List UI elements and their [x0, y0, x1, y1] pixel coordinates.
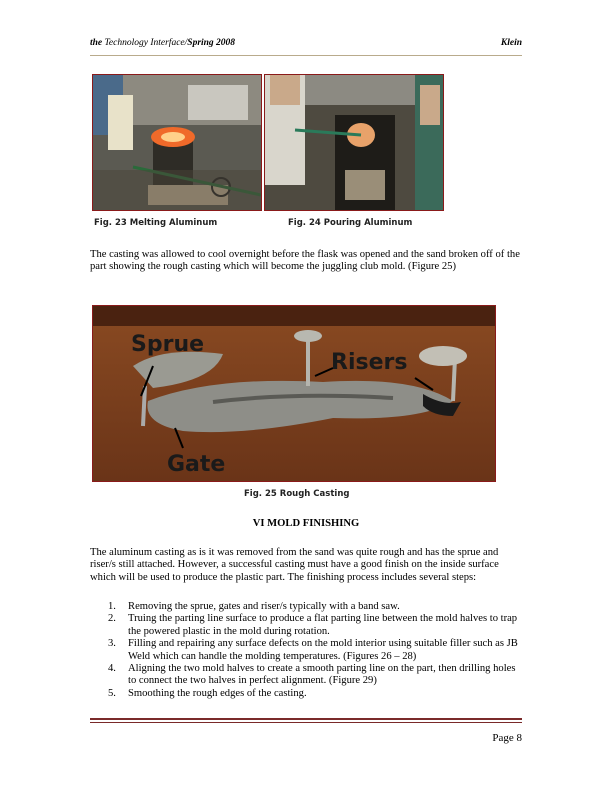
journal-prefix: the — [90, 38, 103, 48]
pouring-aluminum-photo — [265, 75, 443, 210]
paragraph-casting-cooled: The casting was allowed to cool overnight before the flask was opened and the sand broken off of the part showing the rough casting which will become the juggling club mold. (Figure 25) — [90, 249, 520, 273]
label-gate: Gate — [167, 452, 226, 477]
list-item — [90, 638, 522, 663]
running-header-title — [90, 38, 235, 48]
step-text: Filling and repairing any surface defects on the mold interior using suitable filler such as JB Weld which can handle the molding temperatures. (Figures 26 – 28) — [128, 638, 518, 662]
footer-rule-thin — [90, 722, 522, 723]
list-item — [90, 688, 522, 700]
step-number: 1. — [108, 601, 116, 612]
page-number: Page 8 — [492, 732, 522, 744]
footer-rule-thick — [90, 718, 522, 720]
step-number: 2. — [108, 613, 116, 625]
journal-issue: Spring 2008 — [187, 38, 236, 48]
list-item — [90, 613, 522, 638]
paragraph-mold-finishing: The aluminum casting as is it was removed from the sand was quite rough and has the sprue and riser/s still attached. However, a successful casting must have a good finish on the inside surface which will be used to produce the plastic part. The finishing process includes several steps: — [90, 547, 499, 583]
step-text: Aligning the two mold halves to create a smooth parting line on the part, then drilling holes to connect the two halves in perfect alignment. (Figure 29) — [128, 663, 516, 687]
step-text: Truing the parting line surface to produce a flat parting line between the mold halves to trap the powered plastic in the mold during rotation. — [128, 613, 518, 637]
list-item — [90, 663, 522, 688]
label-sprue: Sprue — [131, 332, 205, 357]
figure-24-caption: Fig. 24 Pouring Aluminum — [288, 218, 413, 228]
step-number: 3. — [108, 638, 116, 650]
figure-25-caption: Fig. 25 Rough Casting — [244, 489, 350, 499]
header-rule — [90, 55, 522, 56]
step-number: 4. — [108, 663, 116, 675]
section-heading: VI MOLD FINISHING — [252, 518, 360, 529]
finishing-steps-list — [90, 601, 522, 700]
step-text: Smoothing the rough edges of the casting. — [128, 687, 307, 699]
running-header-author: Klein — [500, 38, 522, 48]
melting-aluminum-photo — [93, 75, 261, 210]
list-item — [90, 601, 522, 613]
figure-24-image — [264, 74, 444, 211]
figure-23-image — [92, 74, 262, 211]
journal-name: Technology Interface/ — [104, 38, 188, 48]
label-risers: Risers — [331, 350, 408, 375]
figure-23-caption: Fig. 23 Melting Aluminum — [94, 218, 218, 228]
step-number: 5. — [108, 687, 116, 699]
figure-25-image — [92, 305, 496, 482]
step-text: Removing the sprue, gates and riser/s typically with a band saw. — [128, 601, 400, 612]
